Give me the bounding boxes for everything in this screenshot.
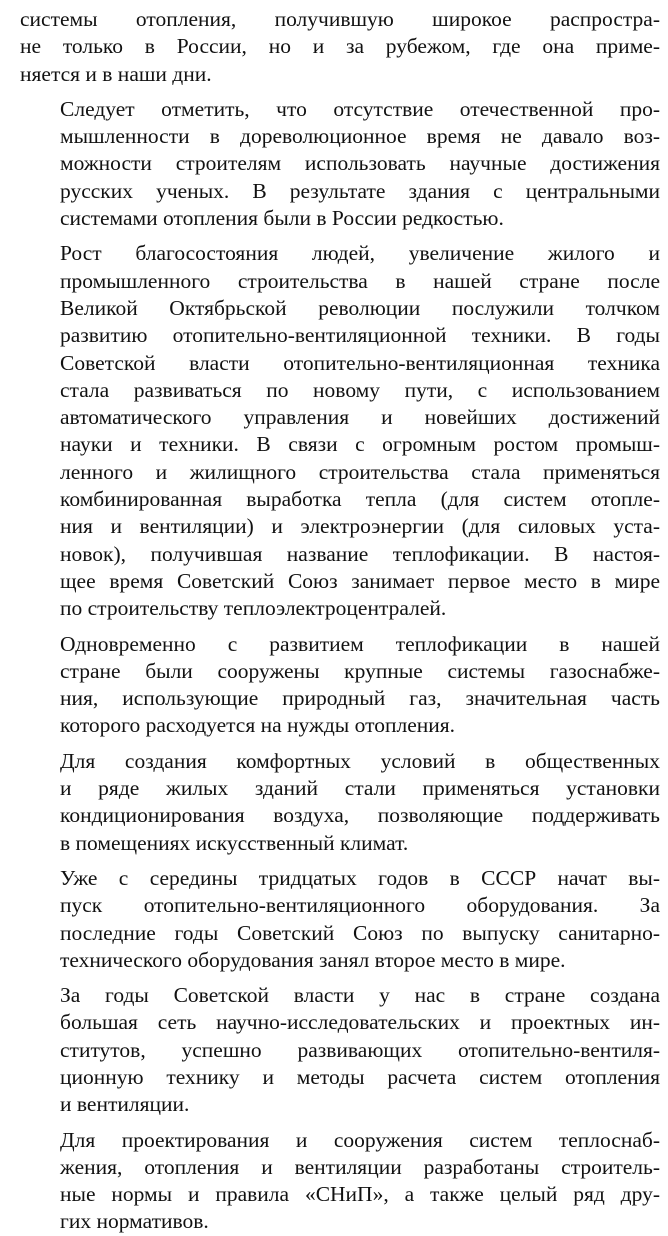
text-line: жения, отопления и вентиляции разработаны строитель- <box>60 1154 660 1179</box>
text-line: последние годы Советский Союз по выпуску санитарно- <box>60 920 660 945</box>
text-line: Для создания комфортных условий в общественных <box>60 748 660 773</box>
text-line: технического оборудования занял второе место в мире. <box>60 947 566 972</box>
text-line: в помещениях искусственный климат. <box>60 830 409 855</box>
text-body <box>20 6 660 1236</box>
text-line: ционную технику и методы расчета систем отопления <box>60 1064 660 1089</box>
text-line: системы отопления, получившую широкое распростра- <box>20 7 660 31</box>
text-line: новок), получившая название теплофикации. В настоя- <box>60 541 660 566</box>
paragraph-p7 <box>20 1127 660 1236</box>
paragraph-p5 <box>20 865 660 974</box>
paragraph-p3 <box>20 631 660 740</box>
text-line: пуск отопительно-вентиляционного оборудования. За <box>60 893 660 918</box>
text-line: которого расходуется на нужды отопления. <box>60 713 456 738</box>
text-line: развитию отопительно-вентиляционной техники. В годы <box>60 323 660 348</box>
text-line: За годы Советской власти у нас в стране создана <box>60 983 660 1008</box>
text-line: по строительству теплоэлектроцентралей. <box>60 596 447 621</box>
paragraph-p6 <box>20 982 660 1118</box>
paragraph-p2 <box>20 240 660 622</box>
text-line: системами отопления были в России редкостью. <box>60 206 504 231</box>
text-line: щее время Советский Союз занимает первое место в мире <box>60 568 660 593</box>
text-line: стала развиваться по новому пути, с использованием <box>60 377 660 402</box>
text-line: не только в России, но и за рубежом, где она приме- <box>20 34 660 59</box>
text-line: ститутов, успешно развивающих отопительно-вентиля- <box>60 1037 660 1062</box>
text-line: кондиционирования воздуха, позволяющие поддерживать <box>60 803 660 828</box>
text-line: Следует отметить, что отсутствие отечественной про- <box>60 96 660 121</box>
text-line: и ряде жилых зданий стали применяться установки <box>60 776 660 801</box>
text-line: Для проектирования и сооружения систем теплоснаб- <box>60 1127 660 1152</box>
text-line: няется и в наши дни. <box>20 61 212 86</box>
paragraph-p1 <box>20 96 660 232</box>
text-line: автоматического управления и новейших достижений <box>60 405 660 430</box>
text-line: стране были сооружены крупные системы газоснабже- <box>60 658 660 683</box>
text-line: и вентиляции. <box>60 1092 190 1117</box>
text-line: гих нормативов. <box>60 1209 209 1234</box>
text-line: Одновременно с развитием теплофикации в нашей <box>60 631 660 656</box>
text-line: промышленного строительства в нашей стране после <box>60 268 660 293</box>
text-line: Уже с середины тридцатых годов в СССР начат вы- <box>60 865 660 890</box>
text-line: Рост благосостояния людей, увеличение жилого и <box>60 241 660 266</box>
text-line: Великой Октябрьской революции послужили толчком <box>60 295 660 320</box>
text-line: ные нормы и правила «СНиП», а также целый ряд дру- <box>60 1182 660 1207</box>
text-line: русских ученых. В результате здания с центральными <box>60 178 660 203</box>
text-line: можности строителям использовать научные достижения <box>60 151 660 176</box>
text-line: большая сеть научно-исследовательских и проектных ин- <box>60 1010 660 1035</box>
paragraph-p0 <box>20 6 660 88</box>
text-line: Советской власти отопительно-вентиляционная техника <box>60 350 660 375</box>
text-line: ния и вентиляции) и электроэнергии (для силовых уста- <box>60 514 660 539</box>
text-line: мышленности в дореволюционное время не давало воз- <box>60 124 660 149</box>
text-line: ния, использующие природный газ, значительная часть <box>60 686 660 711</box>
text-line: ленного и жилищного строительства стала применяться <box>60 459 660 484</box>
paragraph-p4 <box>20 748 660 857</box>
text-line: комбинированная выработка тепла (для систем отопле- <box>60 487 660 512</box>
text-line: науки и техники. В связи с огромным ростом промыш- <box>60 432 660 457</box>
